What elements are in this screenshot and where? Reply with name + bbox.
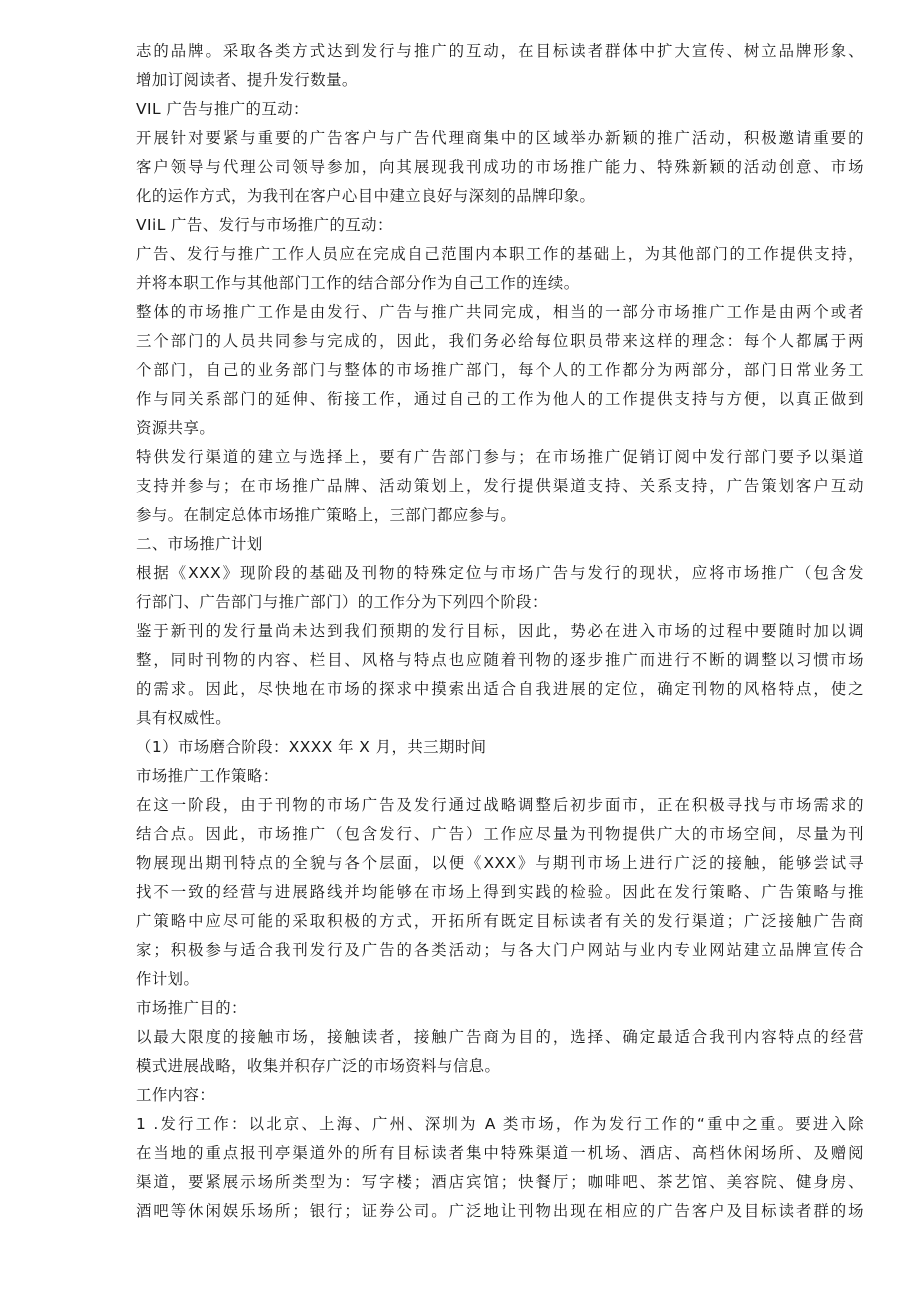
- text-line: 并将本职工作与其他部门工作的结合部分作为自己工作的连续。: [136, 274, 580, 292]
- text-line: 个部门，自己的业务部门与整体的市场推广部门，每个人的工作都分为两部分，部门日常业务工: [136, 361, 864, 379]
- text-line: 特供发行渠道的建立与选择上，要有广告部门参与；在市场推广促销订阅中发行部门要予以渠道: [136, 448, 864, 466]
- text-line: 的需求。因此，尽快地在市场的探求中摸索出适合自我进展的定位，确定刊物的风格特点，使之: [136, 680, 864, 698]
- text-line: 开展针对要紧与重要的广告客户与广告代理商集中的区域举办新颖的推广活动，积极邀请重要的: [136, 129, 864, 147]
- text-line: 增加订阅读者、提升发行数量。: [136, 71, 358, 89]
- text-line: 以最大限度的接触市场，接触读者，接触广告商为目的，选择、确定最适合我刊内容特点的经营: [136, 1028, 864, 1046]
- text-line: 物展现出期刊特点的全貌与各个层面，以便《XXX》与期刊市场上进行广泛的接触，能够尝试寻: [136, 854, 864, 872]
- text-line: 作计划。: [136, 970, 200, 988]
- text-line: 整体的市场推广工作是由发行、广告与推广共同完成，相当的一部分市场推广工作是由两个或者: [136, 303, 864, 321]
- text-line: 找不一致的经营与进展路线并均能够在市场上得到实践的检验。因此在发行策略、广告策略与推: [136, 883, 864, 901]
- text-line: 行部门、广告部门与推广部门）的工作分为下列四个阶段：: [136, 593, 548, 611]
- text-line: 在当地的重点报刊亭渠道外的所有目标读者集中特殊渠道一机场、酒店、高档休闲场所、及赠阅: [136, 1144, 864, 1162]
- document-page: [136, 37, 864, 1226]
- text-line: 鉴于新刊的发行量尚未达到我们预期的发行目标，因此，势必在进入市场的过程中要随时加以调: [136, 622, 864, 640]
- text-line: 模式进展战略，收集并积存广泛的市场资料与信息。: [136, 1057, 501, 1075]
- text-line: 根据《XXX》现阶段的基础及刊物的特殊定位与市场广告与发行的现状，应将市场推广（包含发: [136, 564, 864, 582]
- text-line: 整，同时刊物的内容、栏目、风格与特点也应随着刊物的逐步推广而进行不断的调整以习惯市场: [136, 651, 864, 669]
- text-line: 具有权威性。: [136, 709, 232, 727]
- text-line: 1 .发行工作：以北京、上海、广州、深圳为 A 类市场，作为发行工作的“重中之重。要进入除: [136, 1115, 864, 1133]
- text-line: 家；积极参与适合我刊发行及广告的各类活动；与各大门户网站与业内专业网站建立品牌宣传合: [136, 941, 864, 959]
- text-line: 客户领导与代理公司领导参加，向其展现我刊成功的市场推广能力、特殊新颖的活动创意、市场: [136, 158, 864, 176]
- text-line: （1）市场磨合阶段：XXXX 年 X 月，共三期时间: [136, 738, 487, 756]
- text-line: 志的品牌。采取各类方式达到发行与推广的互动，在目标读者群体中扩大宣传、树立品牌形象、: [136, 42, 864, 60]
- text-line: 在这一阶段，由于刊物的市场广告及发行通过战略调整后初步面市，正在积极寻找与市场需求的: [136, 796, 864, 814]
- text-line: 二、市场推广计划: [136, 535, 263, 553]
- text-line: 三个部门的人员共同参与完成的，因此，我们务必给每位职员带来这样的理念：每个人都属于两: [136, 332, 864, 350]
- text-line: 支持并参与；在市场推广品牌、活动策划上，发行提供渠道支持、关系支持，广告策划客户互动: [136, 477, 864, 495]
- text-line: 资源共享。: [136, 419, 216, 437]
- text-line: 渠道，要紧展示场所类型为：写字楼；酒店宾馆；快餐厅；咖啡吧、茶艺馆、美容院、健身房、: [136, 1173, 864, 1191]
- text-line: VIiL 广告、发行与市场推广的互动：: [136, 216, 393, 234]
- text-line: 市场推广目的：: [136, 999, 247, 1017]
- text-line: 参与。在制定总体市场推广策略上，三部门都应参与。: [136, 506, 517, 524]
- text-line: 作与同关系部门的延伸、衔接工作，通过自己的工作为他人的工作提供支持与方便，以真正做到: [136, 390, 864, 408]
- text-line: 酒吧等休闲娱乐场所；银行；证券公司。广泛地让刊物出现在相应的广告客户及目标读者群的场: [136, 1202, 864, 1220]
- text-line: 结合点。因此，市场推广（包含发行、广告）工作应尽量为刊物提供广大的市场空间，尽量为刊: [136, 825, 864, 843]
- text-line: 工作内容：: [136, 1086, 216, 1104]
- text-line: 广策略中应尽可能的采取积极的方式，开拓所有既定目标读者有关的发行渠道；广泛接触广告商: [136, 912, 864, 930]
- text-line: 市场推广工作策略：: [136, 767, 279, 785]
- text-line: 化的运作方式，为我刊在客户心目中建立良好与深刻的品牌印象。: [136, 187, 596, 205]
- text-line: 广告、发行与推广工作人员应在完成自己范围内本职工作的基础上，为其他部门的工作提供支持，: [136, 245, 864, 263]
- text-line: VIL 广告与推广的互动：: [136, 100, 309, 118]
